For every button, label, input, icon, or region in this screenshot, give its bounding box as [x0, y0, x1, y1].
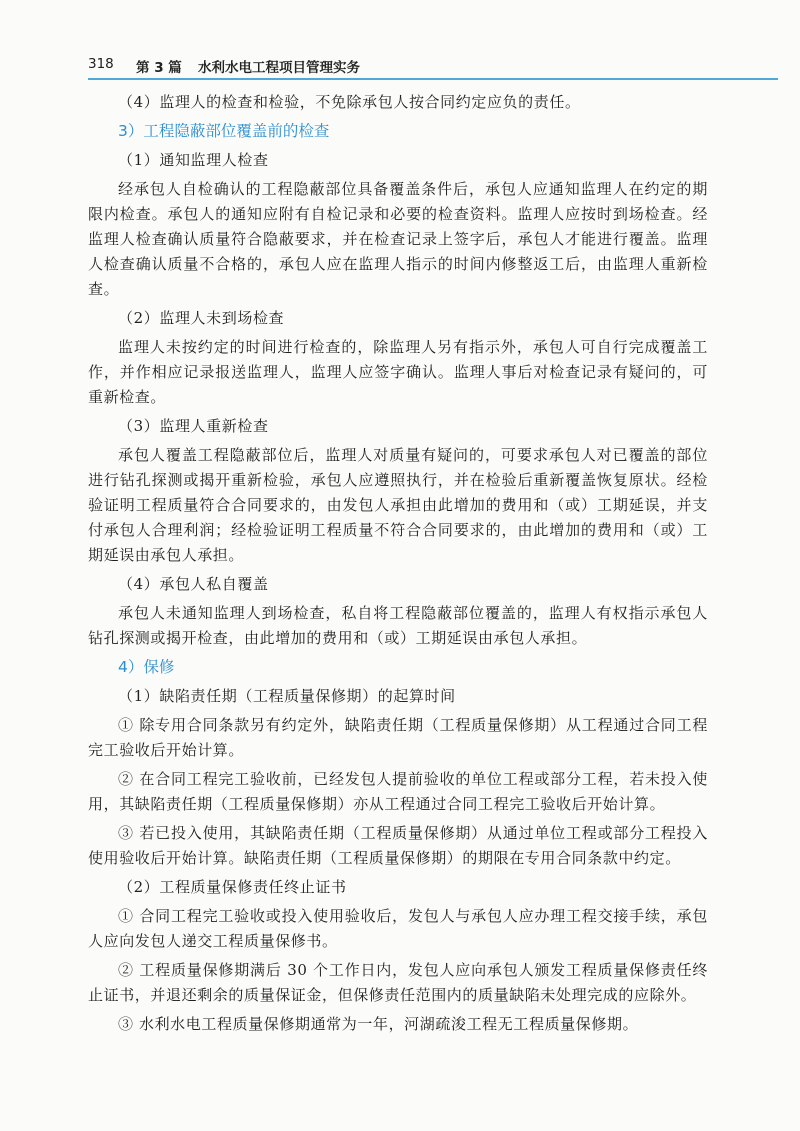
header-rule — [88, 78, 778, 80]
page-body — [88, 90, 708, 1041]
paragraph-supervisor-absent: 监理人未按约定的时间进行检查的，除监理人另有指示外，承包人可自行完成覆盖工作，并作相应记录报送监理人，监理人应签字确认。监理人事后对检查记录有疑问的，可重新检查。 — [88, 338, 708, 406]
page-header — [88, 52, 778, 76]
paragraph-private-cover: 承包人未通知监理人到场检查，私自将工程隐蔽部位覆盖的，监理人有权指示承包人钻孔探测或揭开检查，由此增加的费用和（或）工期延误由承包人承担。 — [88, 604, 708, 647]
paragraph-warranty-item-3: ③ 若已投入使用，其缺陷责任期（工程质量保修期）从通过单位工程或部分工程投入使用验收后开始计算。缺陷责任期（工程质量保修期）的期限在专用合同条款中约定。 — [88, 824, 708, 867]
subheading-warranty-termination: （2）工程质量保修责任终止证书 — [118, 878, 347, 896]
subheading-private-cover: （4）承包人私自覆盖 — [118, 575, 269, 593]
paragraph-warranty-item-1: ① 除专用合同条款另有约定外，缺陷责任期（工程质量保修期）从工程通过合同工程完工验收后开始计算。 — [88, 716, 708, 759]
subheading-supervisor-absent: （2）监理人未到场检查 — [118, 309, 285, 327]
paragraph-warranty-item-2: ② 在合同工程完工验收前，已经发包人提前验收的单位工程或部分工程，若未投入使用，其缺陷责任期（工程质量保修期）亦从工程通过合同工程完工验收后开始计算。 — [88, 770, 708, 813]
page-number: 318 — [88, 56, 114, 72]
clause-4-review-note: （4）监理人的检查和检验，不免除承包人按合同约定应负的责任。 — [118, 93, 581, 111]
paragraph-termination-item-3: ③ 水利水电工程质量保修期通常为一年，河湖疏浚工程无工程质量保修期。 — [118, 1015, 639, 1033]
subheading-notify-supervisor: （1）通知监理人检查 — [118, 151, 269, 169]
paragraph-termination-item-1: ① 合同工程完工验收或投入使用验收后，发包人与承包人应办理工程交接手续，承包人应向发包人递交工程质量保修书。 — [88, 907, 708, 950]
subheading-warranty-start: （1）缺陷责任期（工程质量保修期）的起算时间 — [118, 687, 456, 705]
subheading-reinspection: （3）监理人重新检查 — [118, 417, 269, 435]
paragraph-reinspection: 承包人覆盖工程隐蔽部位后，监理人对质量有疑问的，可要求承包人对已覆盖的部位进行钻孔探测或揭开重新检验，承包人应遵照执行，并在检验后重新覆盖恢复原状。经检验证明工程质量符合合同要求的，由发包人承担由此增加的费用和（或）工期延误，并支付承包人合理利润；经检验证明工程质量不符合合同要求的，由此增加的费用和（或）工期延误由承包人承担。 — [88, 446, 708, 564]
paragraph-notify-supervisor: 经承包人自检确认的工程隐蔽部位具备覆盖条件后，承包人应通知监理人在约定的期限内检查。承包人的通知应附有自检记录和必要的检查资料。监理人应按时到场检查。经监理人检查确认质量符合隐蔽要求，并在检查记录上签字后，承包人才能进行覆盖。监理人检查确认质量不合格的，承包人应在监理人指示的时间内修整返工后，由监理人重新检查。 — [88, 180, 708, 298]
section-heading-4: 4）保修 — [118, 658, 175, 676]
book-title: 水利水电工程项目管理实务 — [198, 60, 360, 76]
paragraph-termination-item-2: ② 工程质量保修期满后 30 个工作日内，发包人应向承包人颁发工程质量保修责任终止证书，并退还剩余的质量保证金，但保修责任范围内的质量缺陷未处理完成的应除外。 — [88, 961, 708, 1004]
part-label: 第 3 篇 — [136, 60, 182, 76]
section-heading-3: 3）工程隐蔽部位覆盖前的检查 — [118, 122, 330, 140]
